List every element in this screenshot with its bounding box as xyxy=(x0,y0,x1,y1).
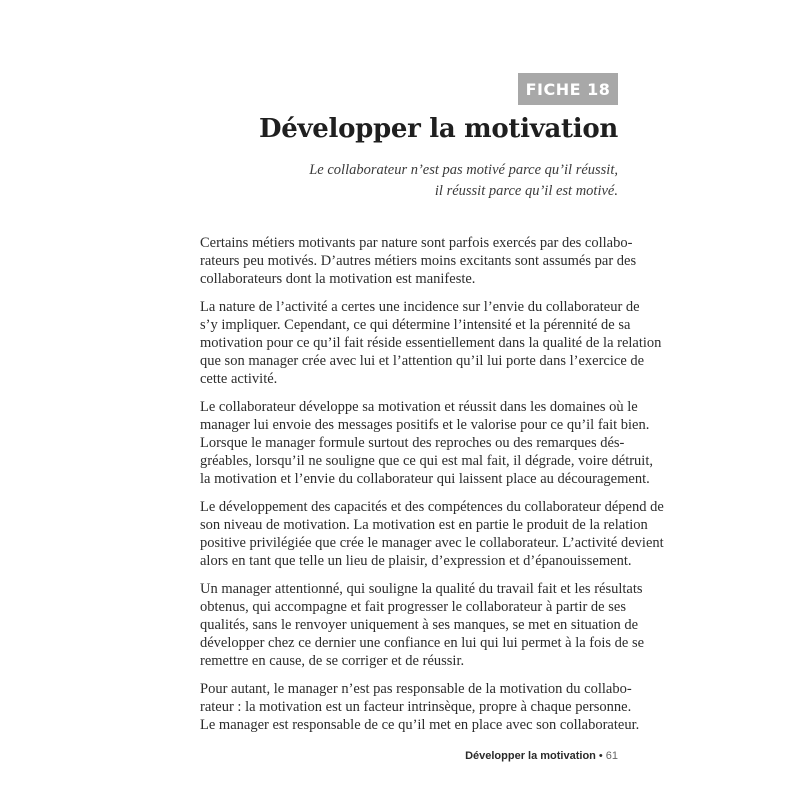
page-number: 61 xyxy=(605,750,618,762)
text-line: que son manager crée avec lui et l’attention qu’il lui porte dans l’exercice de xyxy=(200,353,645,369)
text-line: développer chez ce dernier une confiance en lui qui lui permet à la fois de se xyxy=(200,635,645,651)
epigraph xyxy=(218,160,618,202)
paragraph-2 xyxy=(200,298,662,388)
text-line: motivation pour ce qu’il fait réside essentiellement dans la qualité de la relation xyxy=(200,335,662,351)
text-line: rateur : la motivation est un facteur intrinsèque, propre à chaque personne. xyxy=(200,699,632,715)
text-line: Le collaborateur développe sa motivation et réussit dans les domaines où le xyxy=(200,399,638,415)
text-line: alors en tant que telle un lieu de plaisir, d’expression et d’épanouissement. xyxy=(200,553,632,569)
text-line: gréables, lorsqu’il ne souligne que ce qui est mal fait, il dégrade, voire détruit, xyxy=(200,453,653,469)
text-line: Certains métiers motivants par nature sont parfois exercés par des collabo- xyxy=(200,235,633,251)
text-line: s’y impliquer. Cependant, ce qui détermine l’intensité et la pérennité de sa xyxy=(200,317,631,333)
paragraph-5 xyxy=(200,580,645,670)
text-line: son niveau de motivation. La motivation est en partie le produit de la relation xyxy=(200,517,648,533)
text-line: collaborateurs dont la motivation est manifeste. xyxy=(200,271,476,287)
text-line: Le manager est responsable de ce qu’il met en place avec son collaborateur. xyxy=(200,717,640,733)
footer-title: Développer la motivation xyxy=(465,750,596,762)
text-line: Lorsque le manager formule surtout des reproches ou des remarques dés- xyxy=(200,435,625,451)
paragraph-3 xyxy=(200,398,653,488)
epigraph-line: il réussit parce qu’il est motivé. xyxy=(434,183,618,199)
text-line: la motivation et l’envie du collaborateur qui laissent place au découragement. xyxy=(200,471,650,487)
text-line: manager lui envoie des messages positifs et le valorise pour ce qu’il fait bien. xyxy=(200,417,650,433)
paragraph-4 xyxy=(200,498,664,570)
text-line: Un manager attentionné, qui souligne la qualité du travail fait et les résultats xyxy=(200,581,643,597)
text-line: obtenus, qui accompagne et fait progresser le collaborateur à partir de ses xyxy=(200,599,626,615)
fiche-label: FICHE 18 xyxy=(525,79,611,99)
page-footer xyxy=(465,750,618,762)
body-text xyxy=(200,234,664,744)
epigraph-line: Le collaborateur n’est pas motivé parce qu’il réussit, xyxy=(309,162,618,178)
paragraph-1 xyxy=(200,234,637,288)
text-line: Pour autant, le manager n’est pas responsable de la motivation du collabo- xyxy=(200,681,632,697)
text-line: Le développement des capacités et des compétences du collaborateur dépend de xyxy=(200,499,664,515)
text-line: cette activité. xyxy=(200,371,278,387)
footer-bullet: • xyxy=(598,750,603,762)
fiche-badge xyxy=(518,73,618,105)
text-line: qualités, sans le renvoyer uniquement à ses manques, se met en situation de xyxy=(200,617,639,633)
text-line: remettre en cause, de se corriger et de réussir. xyxy=(200,653,465,669)
page-title: Développer la motivation xyxy=(258,114,618,144)
text-line: positive privilégiée que crée le manager avec le collaborateur. L’activité devient xyxy=(200,535,664,551)
paragraph-6 xyxy=(200,680,640,734)
text-line: La nature de l’activité a certes une incidence sur l’envie du collaborateur de xyxy=(200,299,640,315)
text-line: rateurs peu motivés. D’autres métiers moins excitants sont assumés par des xyxy=(200,253,637,269)
